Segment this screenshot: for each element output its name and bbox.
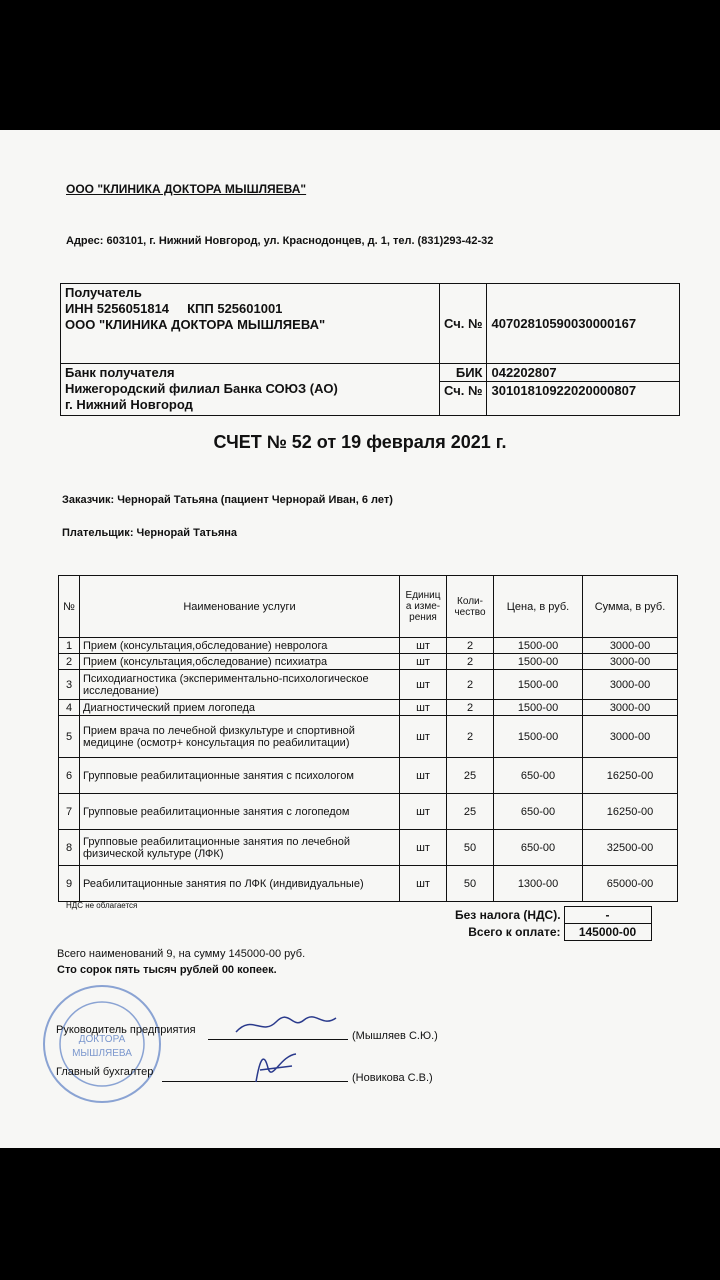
row-unit: шт — [400, 638, 447, 654]
bank-cell — [61, 364, 440, 416]
row-sum: 65000-00 — [583, 866, 678, 902]
row-qty: 2 — [447, 638, 494, 654]
stamp-text-2: МЫШЛЯЕВА — [72, 1048, 132, 1059]
col-unit: Единиц а изме- рения — [400, 576, 447, 638]
inn-kpp — [65, 301, 435, 317]
row-sum: 16250-00 — [583, 794, 678, 830]
row-qty: 2 — [447, 670, 494, 700]
kpp: КПП 525601001 — [187, 301, 283, 316]
total-label: Всего к оплате: — [468, 925, 561, 939]
row-sum: 32500-00 — [583, 830, 678, 866]
row-name: Прием (консультация,обследование) психиатра — [80, 654, 400, 670]
row-num: 5 — [59, 716, 80, 758]
services-table — [58, 575, 678, 902]
director-signature — [232, 1010, 342, 1040]
row-name: Диагностический прием логопеда — [80, 700, 400, 716]
col-num: № — [59, 576, 80, 638]
row-qty: 2 — [447, 716, 494, 758]
payer-line: Плательщик: Чернорай Татьяна — [62, 527, 238, 539]
row-name: Прием врача по лечебной физкультуре и спортивной медицине (осмотр+ консультация по реабилитации) — [80, 716, 400, 758]
row-sum: 16250-00 — [583, 758, 678, 794]
row-unit: шт — [400, 866, 447, 902]
table-row — [59, 758, 678, 794]
col-name: Наименование услуги — [80, 576, 400, 638]
row-name: Групповые реабилитационные занятия с логопедом — [80, 794, 400, 830]
account-number: 40702810590030000167 — [487, 284, 680, 364]
row-num: 4 — [59, 700, 80, 716]
row-qty: 50 — [447, 866, 494, 902]
row-sum: 3000-00 — [583, 638, 678, 654]
corr-account: 30101810922020000807 — [487, 382, 680, 416]
table-row — [59, 830, 678, 866]
row-price: 1500-00 — [494, 654, 583, 670]
accountant-signature — [246, 1048, 306, 1086]
row-sum: 3000-00 — [583, 670, 678, 700]
bank-details-table — [60, 283, 680, 416]
bik-value: 042202807 — [487, 364, 680, 382]
table-row — [59, 654, 678, 670]
row-sum: 3000-00 — [583, 700, 678, 716]
summary-line-2: Сто сорок пять тысяч рублей 00 копеек. — [57, 964, 277, 976]
table-row — [59, 716, 678, 758]
bank-label: Банк получателя — [65, 365, 175, 380]
totals-table — [452, 906, 652, 941]
director-name: (Мышляев С.Ю.) — [352, 1030, 438, 1042]
bank-city: г. Нижний Новгород — [65, 397, 193, 412]
row-price: 1500-00 — [494, 670, 583, 700]
corr-label: Сч. № — [440, 382, 487, 416]
row-num: 9 — [59, 866, 80, 902]
table-row — [59, 866, 678, 902]
row-name: Прием (консультация,обследование) невролога — [80, 638, 400, 654]
row-unit: шт — [400, 830, 447, 866]
no-vat-label: Без налога (НДС). — [455, 908, 561, 922]
bik-label: БИК — [440, 364, 487, 382]
inn: ИНН 5256051814 — [65, 301, 170, 316]
vat-note: НДС не облагается — [66, 901, 138, 910]
table-row — [59, 700, 678, 716]
customer-line: Заказчик: Чернорай Татьяна (пациент Чернорай Иван, 6 лет) — [62, 494, 393, 506]
row-qty: 2 — [447, 654, 494, 670]
row-name: Групповые реабилитационные занятия по лечебной физической культуре (ЛФК) — [80, 830, 400, 866]
recipient-name: ООО "КЛИНИКА ДОКТОРА МЫШЛЯЕВА" — [65, 317, 326, 332]
invoice-document — [0, 130, 720, 1148]
row-unit: шт — [400, 700, 447, 716]
row-num: 7 — [59, 794, 80, 830]
total-value: 145000-00 — [564, 924, 651, 941]
row-unit: шт — [400, 794, 447, 830]
row-price: 650-00 — [494, 794, 583, 830]
accountant-name: (Новикова С.В.) — [352, 1072, 433, 1084]
row-unit: шт — [400, 670, 447, 700]
row-sum: 3000-00 — [583, 716, 678, 758]
row-price: 1300-00 — [494, 866, 583, 902]
row-name: Психодиагностика (экспериментально-психологическое исследование) — [80, 670, 400, 700]
director-label: Руководитель предприятия — [56, 1024, 196, 1036]
table-row — [59, 638, 678, 654]
row-qty: 25 — [447, 794, 494, 830]
col-price: Цена, в руб. — [494, 576, 583, 638]
row-price: 1500-00 — [494, 638, 583, 654]
row-sum: 3000-00 — [583, 654, 678, 670]
table-row — [59, 794, 678, 830]
row-unit: шт — [400, 758, 447, 794]
recipient-label: Получатель — [65, 285, 142, 300]
invoice-title: СЧЕТ № 52 от 19 февраля 2021 г. — [213, 432, 507, 452]
org-name: ООО "КЛИНИКА ДОКТОРА МЫШЛЯЕВА" — [66, 182, 307, 196]
row-qty: 50 — [447, 830, 494, 866]
recipient-cell — [61, 284, 440, 364]
row-price: 650-00 — [494, 830, 583, 866]
row-unit: шт — [400, 654, 447, 670]
accountant-label: Главный бухгалтер — [56, 1066, 154, 1078]
row-num: 1 — [59, 638, 80, 654]
col-sum: Сумма, в руб. — [583, 576, 678, 638]
row-num: 6 — [59, 758, 80, 794]
row-num: 2 — [59, 654, 80, 670]
stamp-text-1: ДОКТОРА — [78, 1034, 126, 1045]
summary-line-1: Всего наименований 9, на сумму 145000-00 руб. — [57, 948, 306, 960]
clinic-stamp — [40, 982, 164, 1106]
table-row — [59, 670, 678, 700]
row-qty: 2 — [447, 700, 494, 716]
row-num: 8 — [59, 830, 80, 866]
row-name: Групповые реабилитационные занятия с психологом — [80, 758, 400, 794]
row-num: 3 — [59, 670, 80, 700]
row-price: 1500-00 — [494, 716, 583, 758]
org-address: Адрес: 603101, г. Нижний Новгород, ул. Краснодонцев, д. 1, тел. (831)293-42-32 — [66, 235, 494, 247]
row-qty: 25 — [447, 758, 494, 794]
account-label: Сч. № — [440, 284, 487, 364]
row-name: Реабилитационные занятия по ЛФК (индивидуальные) — [80, 866, 400, 902]
no-vat-value: - — [564, 907, 651, 924]
bank-name: Нижегородский филиал Банка СОЮЗ (АО) — [65, 381, 338, 396]
row-price: 650-00 — [494, 758, 583, 794]
col-qty: Коли- чество — [447, 576, 494, 638]
row-price: 1500-00 — [494, 700, 583, 716]
row-unit: шт — [400, 716, 447, 758]
